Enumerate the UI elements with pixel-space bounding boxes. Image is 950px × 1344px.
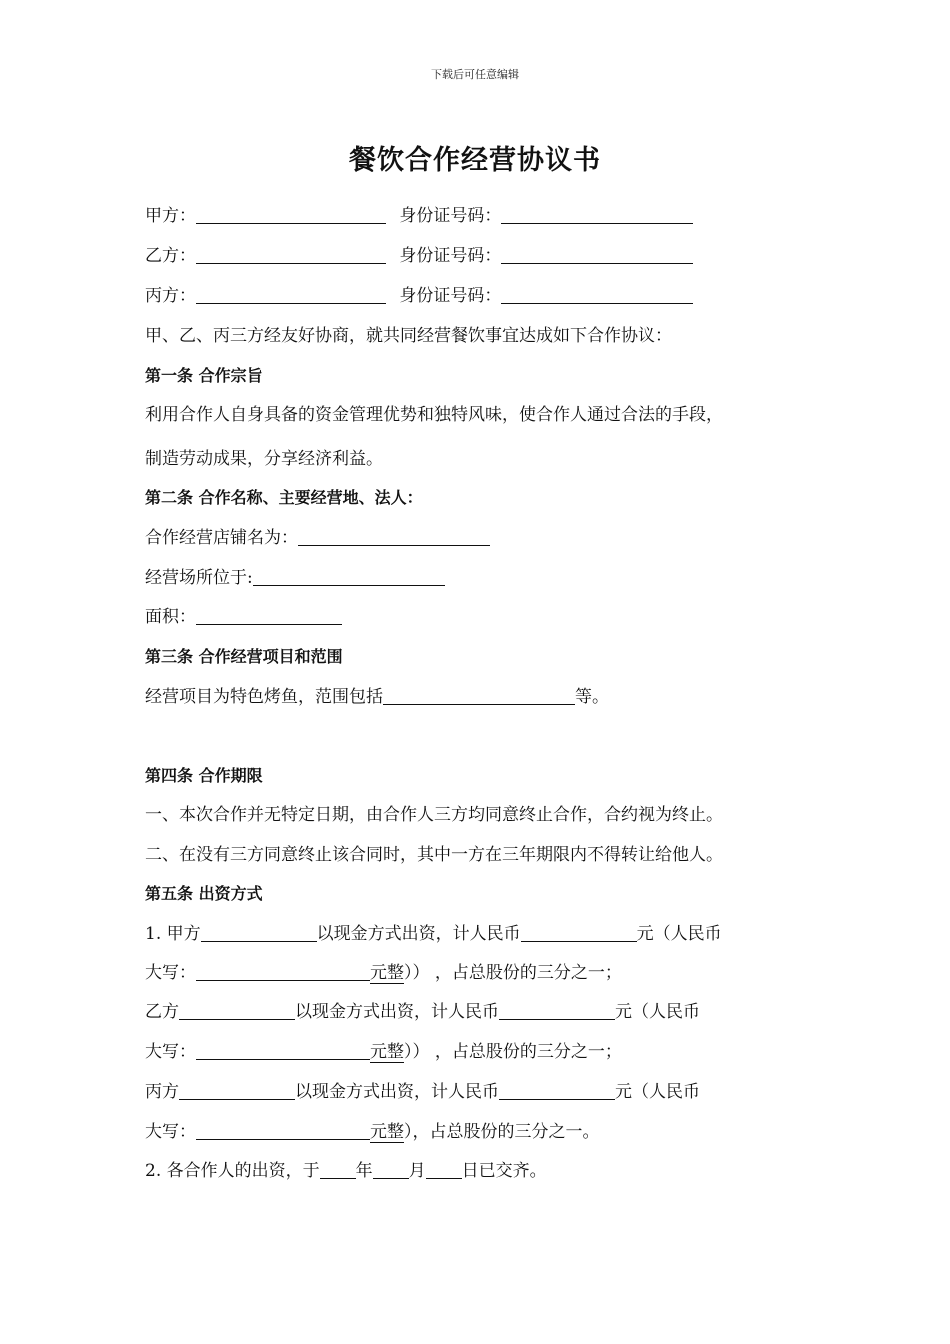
party-c-id-label: 身份证号码： [399, 286, 502, 306]
area-blank[interactable] [196, 606, 342, 625]
article4-item1: 一、本次合作并无特定日期，由合作人三方均同意终止合作，合约视为终止。 [145, 805, 723, 825]
place-label: 经营场所位于: [145, 568, 253, 588]
contribution-c-yuan: 元（人民币 [615, 1082, 700, 1102]
document-title: 餐饮合作经营协议书 [349, 145, 601, 176]
area-row [145, 606, 342, 628]
contribution-c-yuanzheng: 元整 [370, 1122, 404, 1142]
party-c-name-blank[interactable] [196, 285, 386, 304]
payment-year-blank[interactable] [320, 1160, 356, 1179]
contribution-c-amount-blank[interactable] [499, 1081, 615, 1100]
contribution-c-row2 [145, 1121, 600, 1143]
contribution-b-prefix: 乙方 [145, 1002, 179, 1022]
party-c-id-blank[interactable] [501, 285, 693, 304]
contribution-a-amount-blank[interactable] [521, 923, 637, 942]
contribution-a-text: 以现金方式出资，计人民币 [316, 924, 521, 944]
contribution-c-row1 [145, 1081, 700, 1103]
contribution-b-yuan: 元（人民币 [615, 1002, 700, 1022]
article3-text [145, 686, 609, 708]
shop-name-row [145, 527, 490, 549]
shop-name-label: 合作经营店铺名为： [145, 528, 298, 548]
article3-text-before: 经营项目为特色烤鱼，范围包括 [145, 687, 383, 707]
party-b-name-blank[interactable] [196, 245, 386, 264]
shop-name-blank[interactable] [298, 527, 490, 546]
payment-day-suffix: 日已交齐。 [461, 1161, 547, 1181]
contribution-a-daxie-label: 大写： [145, 963, 196, 983]
payment-year-label: 年 [355, 1161, 373, 1181]
contribution-a-prefix: 1. 甲方 [145, 924, 201, 944]
contribution-c-daxie-label: 大写： [145, 1122, 196, 1142]
party-a-label: 甲方： [145, 206, 196, 226]
article1-line1: 利用合作人自身具备的资金管理优势和独特风味，使合作人通过合法的手段， [145, 405, 723, 425]
contribution-b-amount-blank[interactable] [499, 1001, 615, 1020]
contribution-a-row1 [145, 923, 722, 945]
contribution-b-row2 [145, 1041, 622, 1063]
article3-text-after: 等。 [575, 687, 609, 707]
party-b-label: 乙方： [145, 246, 196, 266]
contribution-a-row2 [145, 962, 622, 984]
payment-date-row [145, 1160, 547, 1182]
place-row [145, 567, 445, 589]
contribution-a-daxie-blank[interactable] [196, 962, 370, 981]
scope-blank[interactable] [383, 686, 575, 705]
header-note: 下载后可任意编辑 [431, 68, 519, 81]
article4-heading: 第四条 合作期限 [145, 766, 263, 785]
party-row-c [145, 285, 693, 307]
party-b-id-blank[interactable] [501, 245, 693, 264]
contribution-a-yuanzheng: 元整 [370, 963, 404, 983]
contribution-b-daxie-blank[interactable] [196, 1041, 370, 1060]
contribution-c-daxie-blank[interactable] [196, 1121, 370, 1140]
party-row-a [145, 205, 693, 227]
contribution-b-daxie-label: 大写： [145, 1042, 196, 1062]
contribution-c-share: ），占总股份的三分之一。 [404, 1122, 600, 1142]
contribution-a-name-blank[interactable] [201, 923, 317, 942]
contribution-c-prefix: 丙方 [145, 1082, 179, 1102]
payment-month-label: 月 [408, 1161, 426, 1181]
article2-heading: 第二条 合作名称、主要经营地、法人： [145, 488, 423, 507]
contribution-c-name-blank[interactable] [179, 1081, 295, 1100]
intro-text: 甲、乙、丙三方经友好协商，就共同经营餐饮事宜达成如下合作协议： [145, 326, 672, 346]
article4-item2: 二、在没有三方同意终止该合同时，其中一方在三年期限内不得转让给他人。 [145, 845, 723, 865]
place-blank[interactable] [253, 567, 445, 586]
party-a-id-label: 身份证号码： [399, 206, 502, 226]
area-label: 面积： [145, 607, 196, 627]
article3-heading: 第三条 合作经营项目和范围 [145, 647, 343, 666]
payment-month-blank[interactable] [373, 1160, 409, 1179]
contribution-b-name-blank[interactable] [179, 1001, 295, 1020]
payment-date-prefix: 2. 各合作人的出资，于 [145, 1161, 320, 1181]
contribution-c-text: 以现金方式出资，计人民币 [295, 1082, 499, 1102]
contribution-a-yuan: 元（人民币 [636, 924, 722, 944]
article1-line2: 制造劳动成果，分享经济利益。 [145, 449, 383, 469]
party-row-b [145, 245, 693, 267]
party-a-id-blank[interactable] [501, 205, 693, 224]
contribution-b-row1 [145, 1001, 700, 1023]
contribution-b-text: 以现金方式出资，计人民币 [295, 1002, 499, 1022]
party-c-label: 丙方： [145, 286, 196, 306]
party-b-id-label: 身份证号码： [399, 246, 502, 266]
article5-heading: 第五条 出资方式 [145, 884, 263, 903]
contribution-a-share: ）） ，占总股份的三分之一； [404, 963, 622, 983]
payment-day-blank[interactable] [426, 1160, 462, 1179]
contribution-b-share: ）） ，占总股份的三分之一； [404, 1042, 622, 1062]
contribution-b-yuanzheng: 元整 [370, 1042, 404, 1062]
article1-heading: 第一条 合作宗旨 [145, 366, 263, 385]
party-a-name-blank[interactable] [196, 205, 386, 224]
